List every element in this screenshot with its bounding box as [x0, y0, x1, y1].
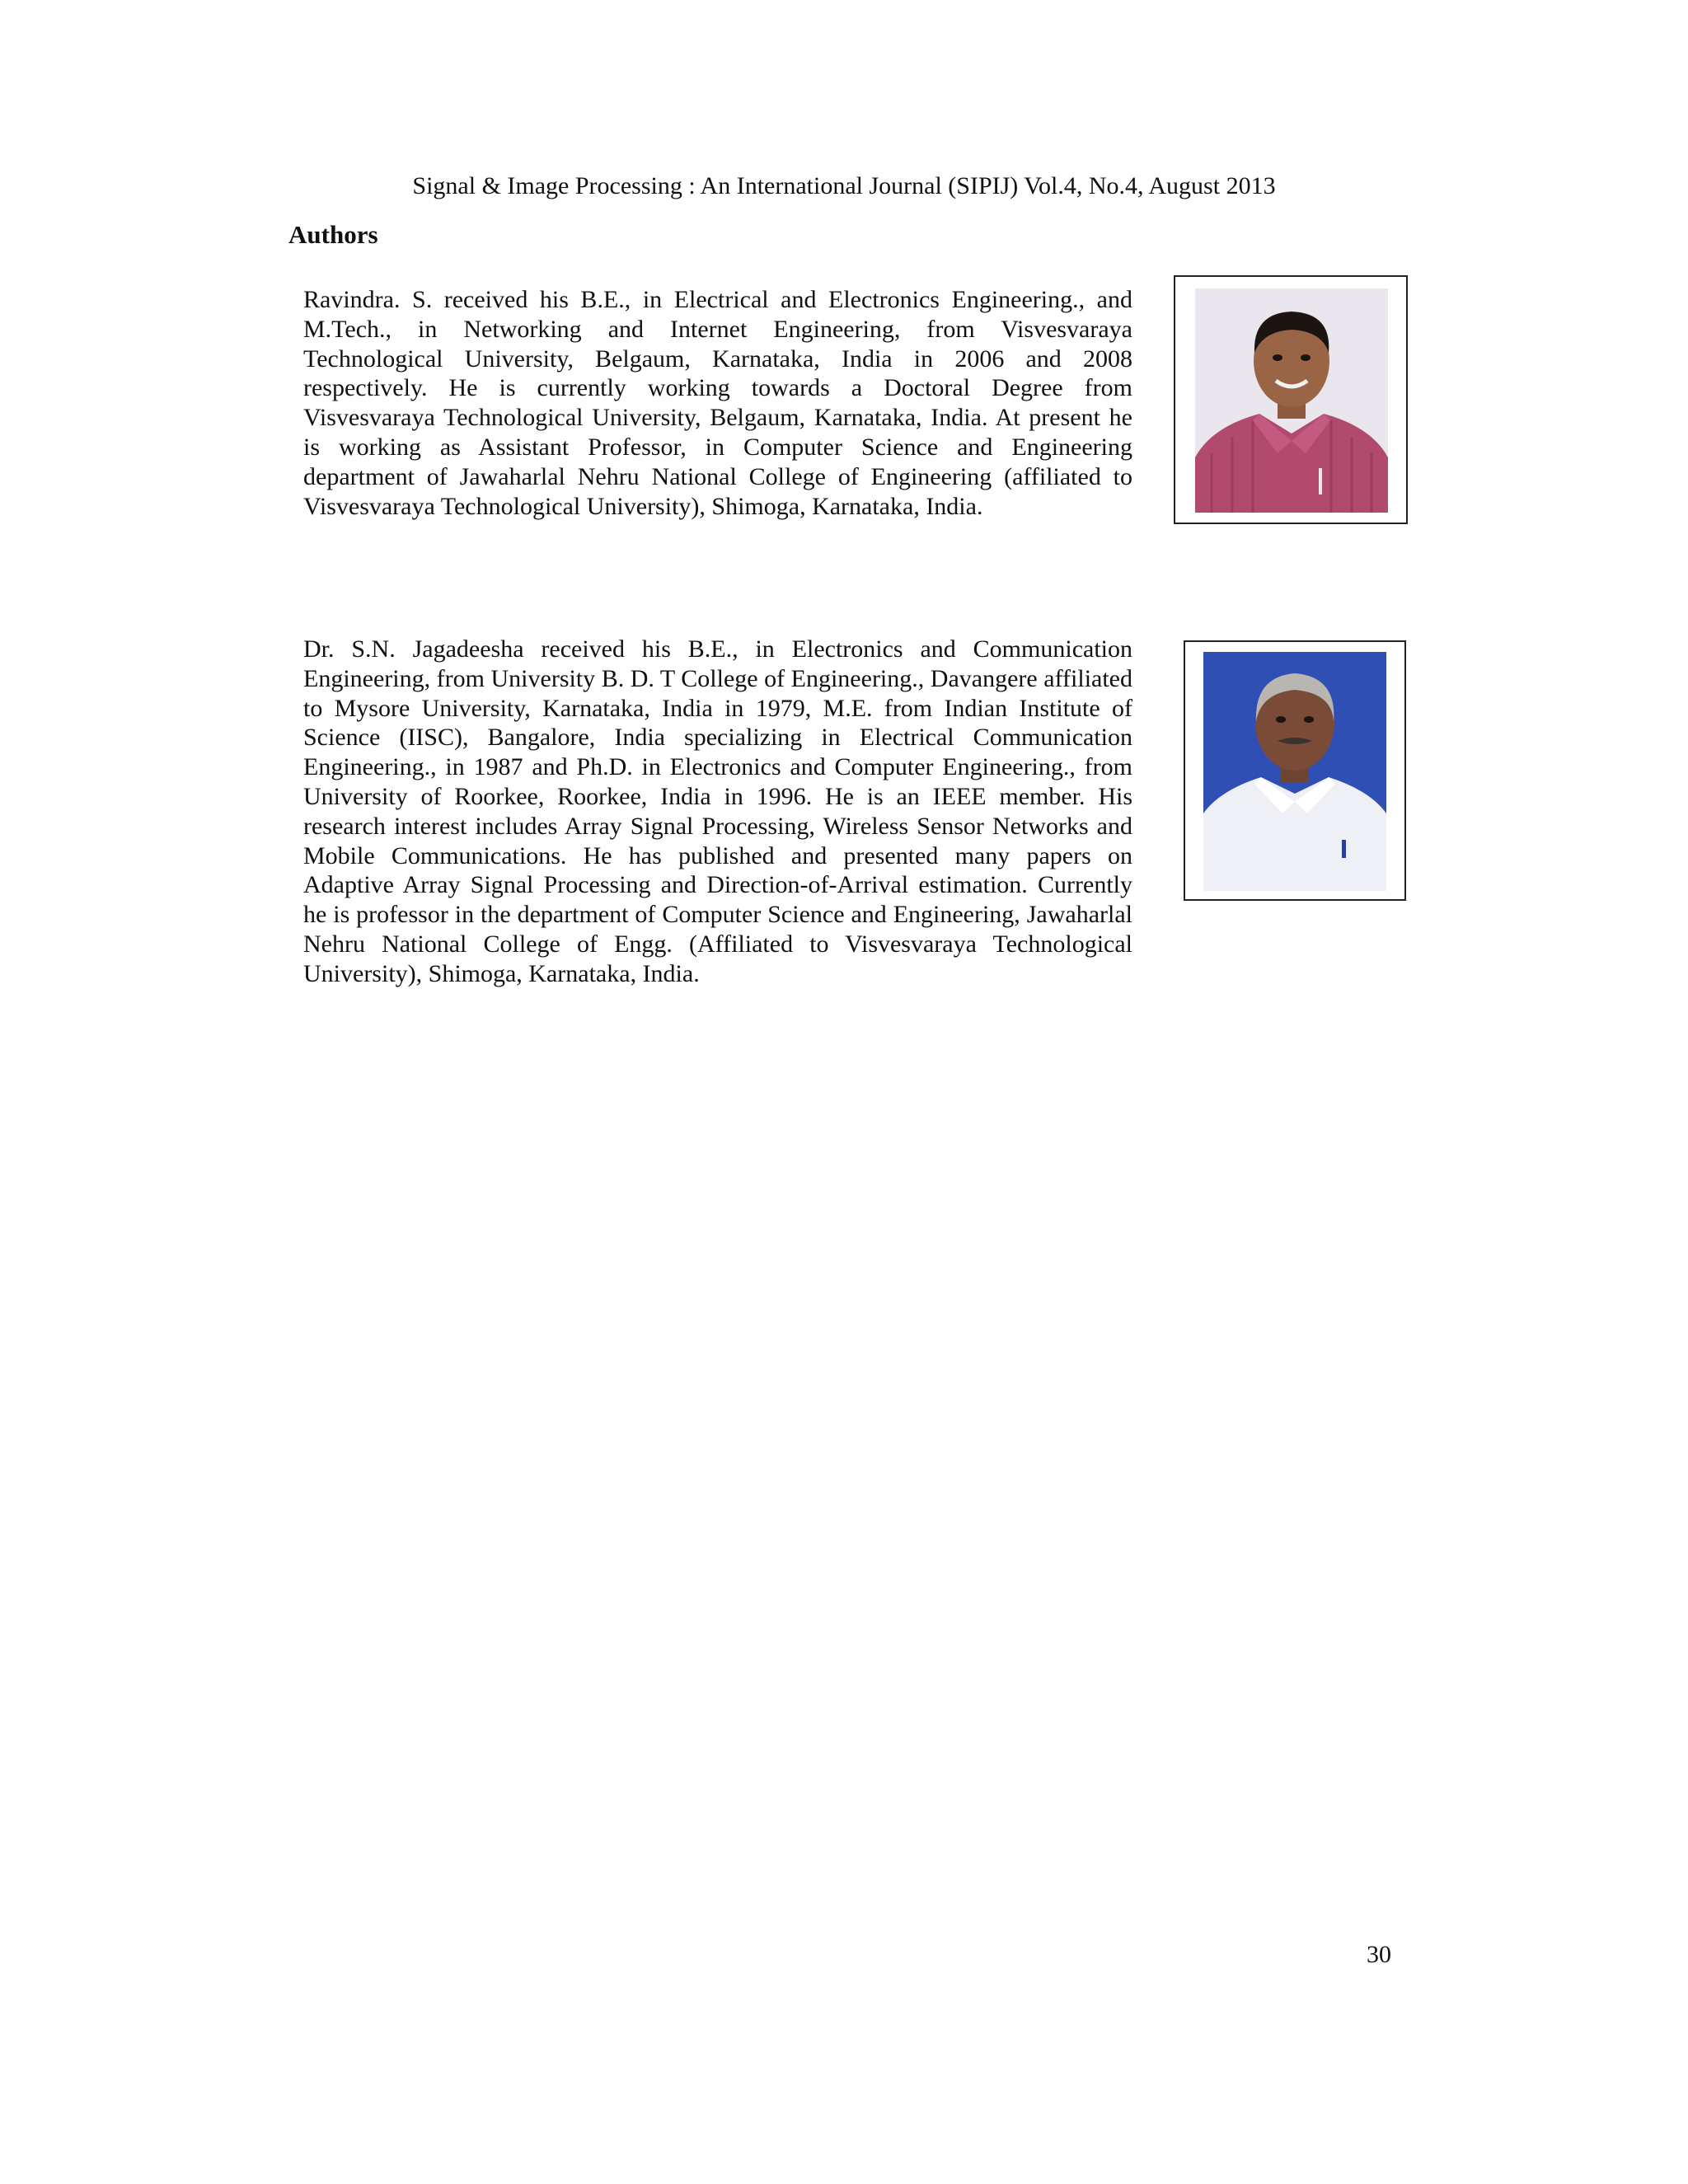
section-heading-authors: Authors: [288, 220, 378, 249]
portrait-image: [1203, 652, 1386, 891]
portrait-image: [1195, 288, 1388, 513]
author-photo-ravindra: [1174, 275, 1408, 524]
author-bio-ravindra: Ravindra. S. received his B.E., in Electrical and Electronics Engineering., and M.Tech., in Networking and Internet Engineering, from Visvesvaraya Technological University, Belgaum, Karnataka, India in 2006 and 2008 respectively. He is currently working towards a Doctoral Degree from Visvesvaraya Technological University, Belgaum, Karnataka, India. At present he is working as Assistant Professor, in Computer Science and Engineering department of Jawaharlal Nehru National College of Engineering (affiliated to Visvesvaraya Technological University), Shimoga, Karnataka, India.: [303, 286, 1132, 520]
author-bio-jagadeesha: Dr. S.N. Jagadeesha received his B.E., in Electronics and Communication Engineering, from University B. D. T College of Engineering., Davangere affiliated to Mysore University, Karnataka, India in 1979, M.E. from Indian Institute of Science (IISC), Bangalore, India specializing in Electrical Communication Engineering., in 1987 and Ph.D. in Electronics and Computer Engineering., from University of Roorkee, Roorkee, India in 1996. He is an IEEE member. His research interest includes Array Signal Processing, Wireless Sensor Networks and Mobile Communications. He has published and presented many papers on Adaptive Array Signal Processing and Direction-of-Arrival estimation. Currently he is professor in the department of Computer Science and Engineering, Jawaharlal Nehru National College of Engg. (Affiliated to Visvesvaraya Technological University), Shimoga, Karnataka, India.: [303, 635, 1132, 987]
page-number: 30: [1367, 1941, 1391, 1968]
running-header: Signal & Image Processing : An International Journal (SIPIJ) Vol.4, No.4, August 2013: [412, 172, 1276, 199]
author-photo-jagadeesha: [1184, 640, 1406, 901]
